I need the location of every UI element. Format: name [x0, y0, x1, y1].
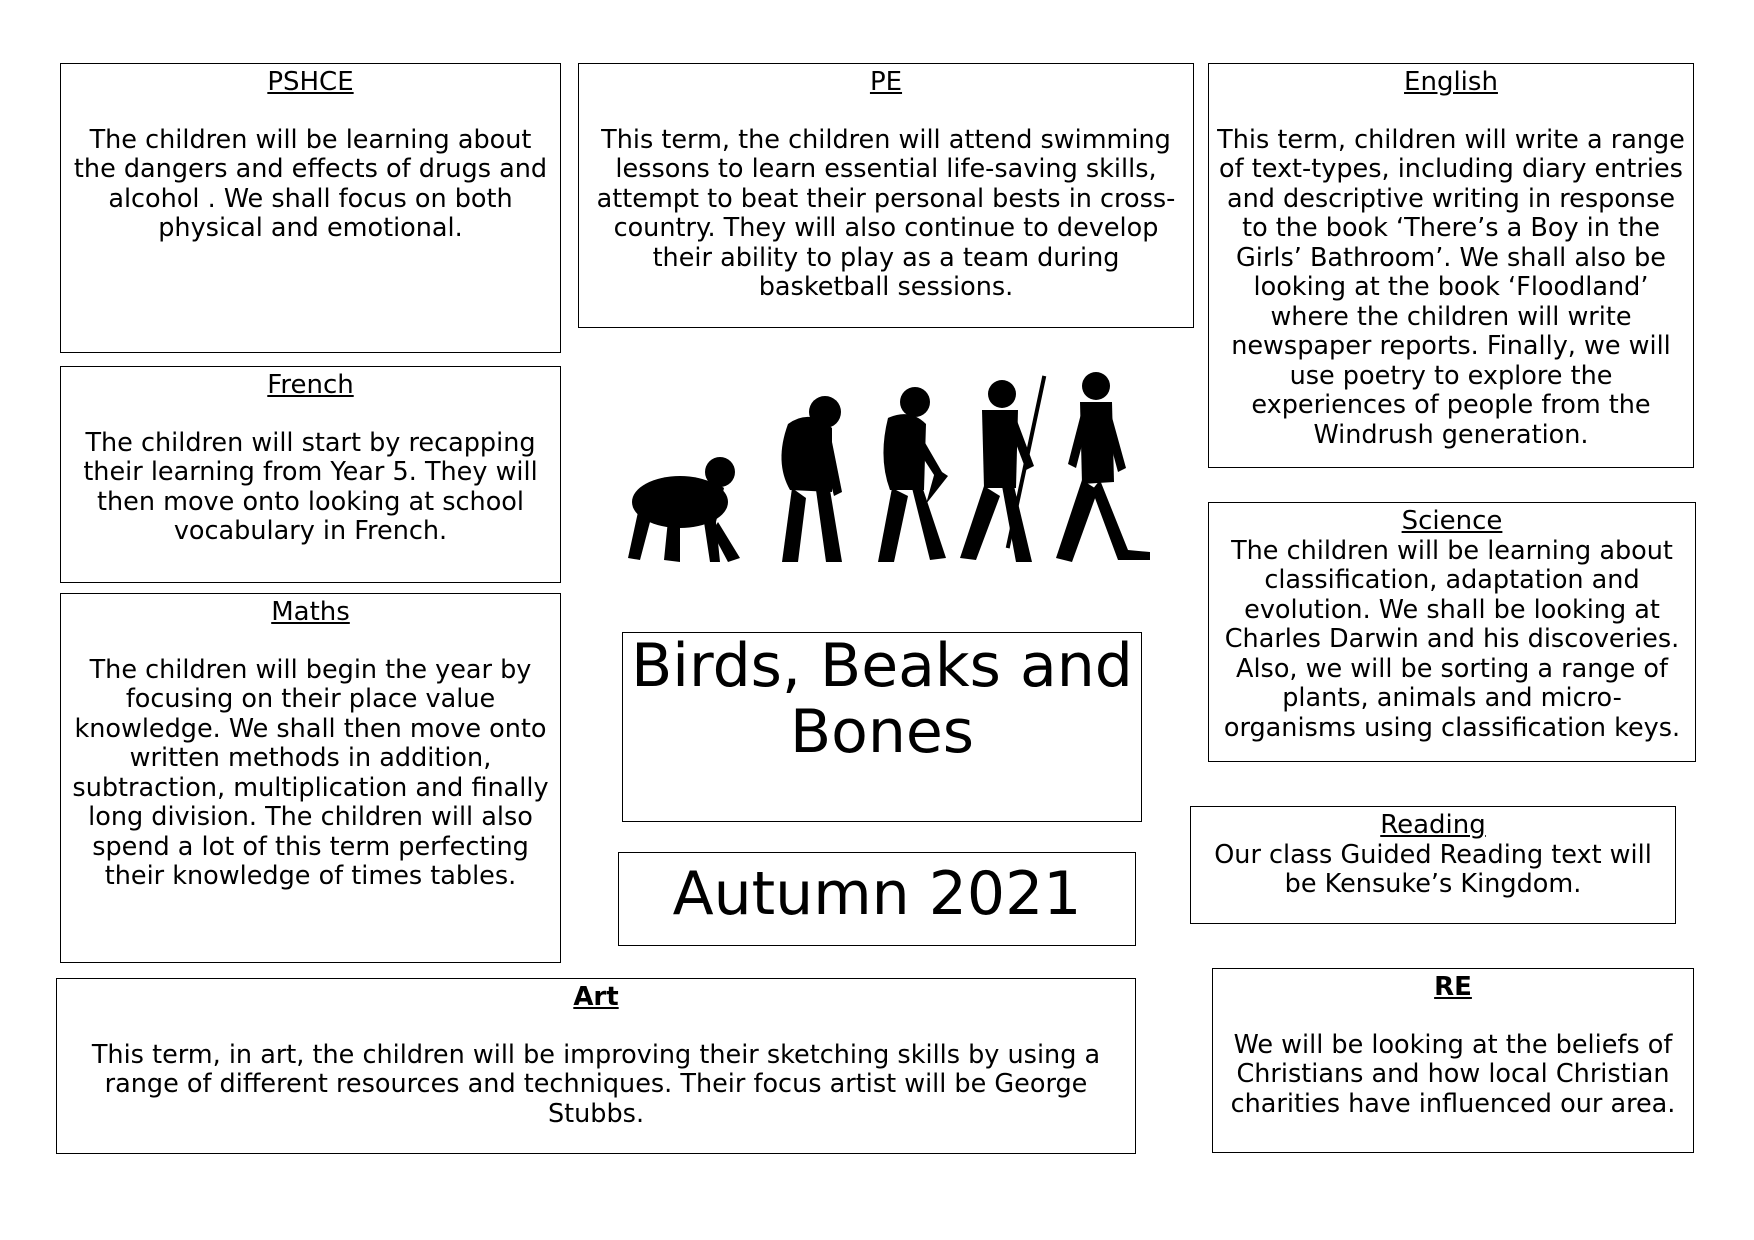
french-text: The children will start by recapping their learning from Year 5. They will then move onto looking at school vocabulary in French. [83, 427, 538, 547]
reading-text: Our class Guided Reading text will be Kensuke’s Kingdom. [1214, 839, 1652, 900]
hominid-figure-2-icon [878, 387, 948, 562]
science-text: The children will be learning about classification, adaptation and evolution. We shall be looking at Charles Darwin and his discoveries. Also, we will be sorting a range of plants, animals and micro-organisms using classification keys. [1223, 535, 1681, 743]
term-title: Autumn 2021 [672, 859, 1082, 929]
re-text: We will be looking at the beliefs of Christians and how local Christian charities have influenced our area. [1230, 1029, 1676, 1119]
hominid-figure-1-icon [781, 396, 842, 562]
science-heading: Science [1401, 506, 1503, 536]
reading-panel [1190, 806, 1676, 924]
pe-text: This term, the children will attend swimming lessons to learn essential life-saving skills, attempt to beat their personal bests in cross-country. They will also continue to develop their ability to play as a team during basketball sessions. [596, 124, 1176, 303]
art-text: This term, in art, the children will be improving their sketching skills by using a range of different resources and techniques. Their focus artist will be George Stubbs. [91, 1039, 1101, 1129]
pshce-panel [60, 63, 561, 353]
art-panel [56, 978, 1136, 1154]
topic-title: Birds, Beaks and Bones [631, 632, 1133, 767]
english-heading: English [1404, 67, 1498, 97]
maths-panel [60, 593, 561, 963]
english-text: This term, children will write a range of text-types, including diary entries and descriptive writing in response to the book ‘There’s a Boy in the Girls’ Bathroom’. We shall also be looking at the book ‘Floodland’ where the children will write newspaper reports. Finally, we will use poetry to explore the experiences of people from the Windrush generation. [1217, 124, 1685, 450]
maths-heading: Maths [271, 597, 350, 627]
pshce-text: The children will be learning about the dangers and effects of drugs and alcohol . We shall focus on both physical and emotional. [73, 124, 548, 244]
evolution-silhouettes-icon [620, 372, 1160, 572]
re-panel [1212, 968, 1694, 1153]
topic-title-panel [622, 632, 1142, 822]
pshce-heading: PSHCE [267, 67, 354, 97]
illustration-figures [628, 372, 1150, 562]
re-heading: RE [1434, 972, 1472, 1002]
pe-heading: PE [869, 67, 903, 97]
maths-text: The children will begin the year by focusing on their place value knowledge. We shall then move onto written methods in addition, subtraction, multiplication and finally long division. The children will also spend a lot of this term perfecting their knowledge of times tables. [72, 654, 549, 892]
english-panel [1208, 63, 1694, 468]
hominid-figure-3-icon [960, 376, 1046, 562]
human-figure-icon [1056, 372, 1150, 562]
pe-panel [578, 63, 1194, 328]
science-panel [1208, 502, 1696, 762]
term-panel [618, 852, 1136, 946]
french-panel [60, 366, 561, 583]
ape-figure-icon [628, 457, 740, 562]
french-heading: French [267, 370, 354, 400]
reading-heading: Reading [1380, 810, 1486, 840]
art-heading: Art [573, 982, 619, 1012]
